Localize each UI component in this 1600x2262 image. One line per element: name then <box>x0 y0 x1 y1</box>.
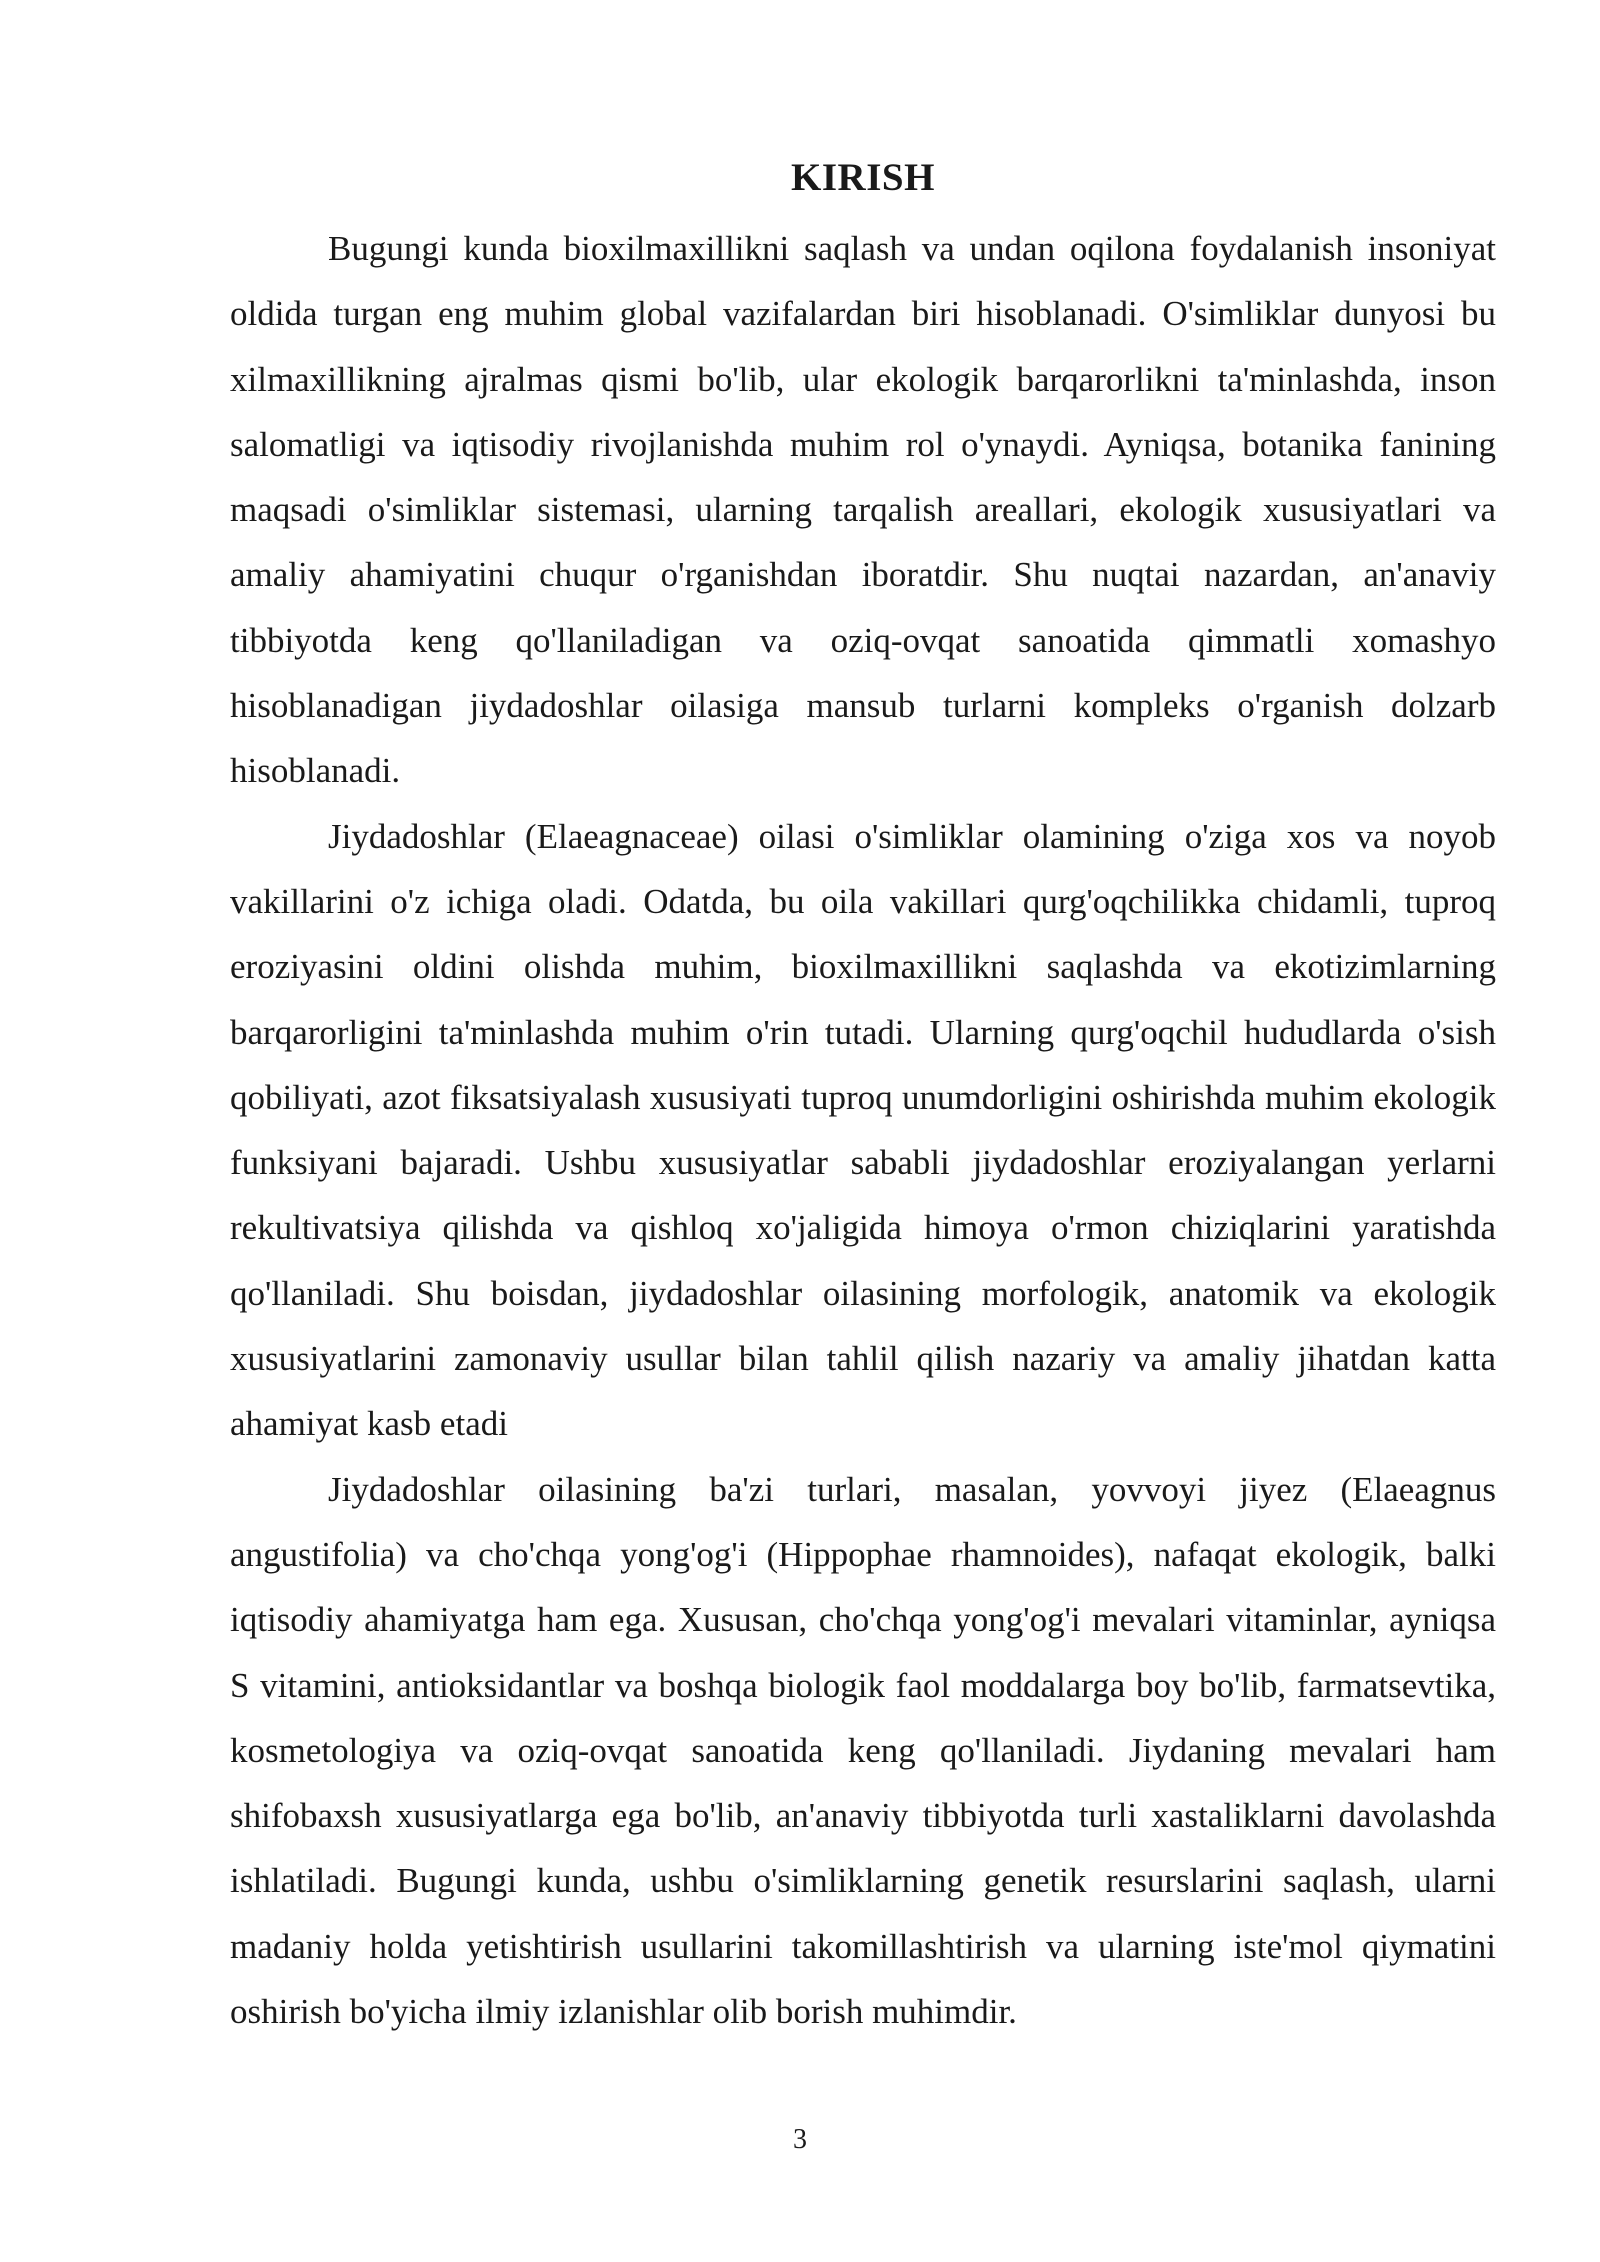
paragraph-1: Bugungi kunda bioxilmaxillikni saqlash va undan oqilona foydalanish insoniyat oldida turgan eng muhim global vazifalardan biri hisoblanadi. O'simliklar dunyosi bu xilmaxillikning ajralmas qismi bo'lib, ular ekologik barqarorlikni ta'minlashda, inson salomatligi va iqtisodiy rivojlanishda muhim rol o'ynaydi. Ayniqsa, botanika fanining maqsadi o'simliklar sistemasi, ularning tarqalish areallari, ekologik xususiyatlari va amaliy ahamiyatini chuqur o'rganishdan iboratdir. Shu nuqtai nazardan, an'anaviy tibbiyotda keng qo'llaniladigan va oziq-ovqat sanoatida qimmatli xomashyo hisoblanadigan jiydadoshlar oilasiga mansub turlarni kompleks o'rganish dolzarb hisoblanadi. <box>230 229 1496 791</box>
paragraph-2: Jiydadoshlar (Elaeagnaceae) oilasi o'simliklar olamining o'ziga xos va noyob vakillarini o'z ichiga oladi. Odatda, bu oila vakillari qurg'oqchilikka chidamli, tuproq eroziyasini oldini olishda muhim, bioxilmaxillikni saqlashda va ekotizimlarning barqarorligini ta'minlashda muhim o'rin tutadi. Ularning qurg'oqchil hududlarda o'sish qobiliyati, azot fiksatsiyalash xususiyati tuproq unumdorligini oshirishda muhim ekologik funksiyani bajaradi. Ushbu xususiyatlar sababli jiydadoshlar eroziyalangan yerlarni rekultivatsiya qilishda va qishloq xo'jaligida himoya o'rmon chiziqlarini yaratishda qo'llaniladi. Shu boisdan, jiydadoshlar oilasining morfologik, anatomik va ekologik xususiyatlarini zamonaviy usullar bilan tahlil qilish nazariy va amaliy jihatdan katta ahamiyat kasb etadi <box>230 816 1496 1444</box>
paragraph-3: Jiydadoshlar oilasining ba'zi turlari, masalan, yovvoyi jiyez (Elaeagnus angustifolia) va cho'chqa yong'og'i (Hippophae rhamnoides), nafaqat ekologik, balki iqtisodiy ahamiyatga ham ega. Xususan, cho'chqa yong'og'i mevalari vitaminlar, ayniqsa S vitamini, antioksidantlar va boshqa biologik faol moddalarga boy bo'lib, farmatsevtika, kosmetologiya va oziq-ovqat sanoatida keng qo'llaniladi. Jiydaning mevalari ham shifobaxsh xususiyatlarga ega bo'lib, an'anaviy tibbiyotda turli xastaliklarni davolashda ishlatiladi. Bugungi kunda, ushbu o'simliklarning genetik resurslarini saqlash, ularni madaniy holda yetishtirish usullarini takomillashtirish va ularning iste'mol qiymatini oshirish bo'yicha ilmiy izlanishlar olib borish muhimdir. <box>230 1469 1496 2032</box>
page-number: 3 <box>793 2124 807 2155</box>
section-title: KIRISH <box>791 156 935 199</box>
document-page <box>230 150 1496 2044</box>
